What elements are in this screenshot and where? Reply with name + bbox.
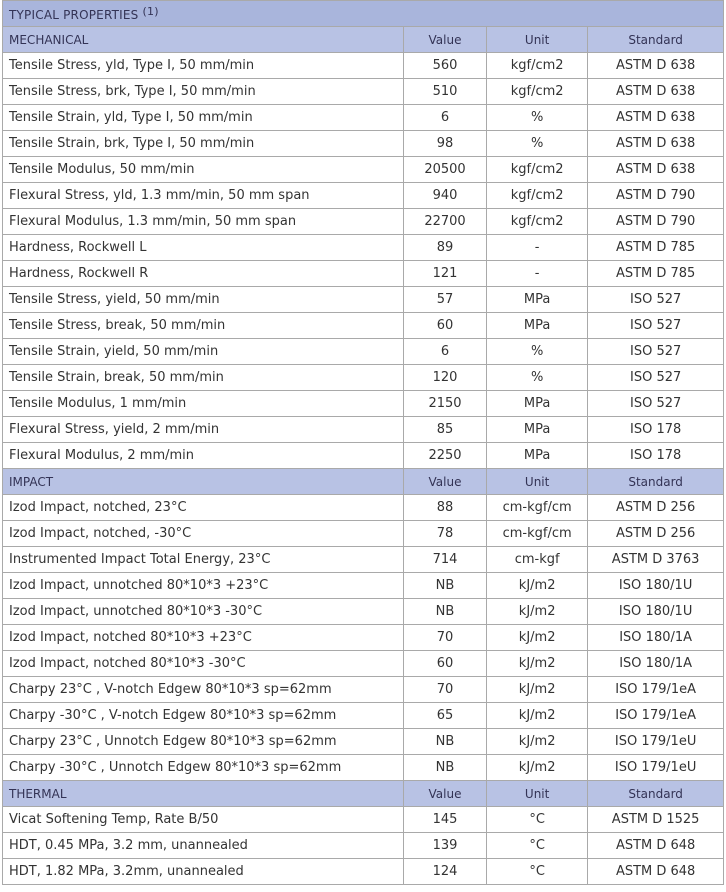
- unit-cell: %: [487, 339, 588, 365]
- value-cell: 22700: [403, 209, 486, 235]
- value-cell: 70: [403, 625, 486, 651]
- unit-cell: kJ/m2: [487, 573, 588, 599]
- value-cell: 145: [403, 807, 486, 833]
- table-row: [3, 365, 724, 391]
- table-row: [3, 859, 724, 885]
- unit-cell: kJ/m2: [487, 729, 588, 755]
- table-title-cell: [3, 1, 724, 27]
- properties-sheet: [2, 0, 724, 885]
- property-cell: Tensile Modulus, 50 mm/min: [3, 157, 404, 183]
- value-cell: 714: [403, 547, 486, 573]
- value-cell: 2150: [403, 391, 486, 417]
- standard-cell: ISO 179/1eU: [588, 729, 724, 755]
- column-header-unit: Unit: [487, 469, 588, 495]
- standard-cell: ASTM D 638: [588, 53, 724, 79]
- property-cell: Hardness, Rockwell R: [3, 261, 404, 287]
- column-header-standard: Standard: [588, 27, 724, 53]
- value-cell: NB: [403, 755, 486, 781]
- value-cell: 88: [403, 495, 486, 521]
- table-row: [3, 53, 724, 79]
- column-header-value: Value: [403, 469, 486, 495]
- property-cell: Izod Impact, notched 80*10*3 -30°C: [3, 651, 404, 677]
- property-cell: Flexural Stress, yield, 2 mm/min: [3, 417, 404, 443]
- unit-cell: °C: [487, 859, 588, 885]
- table-row: [3, 131, 724, 157]
- unit-cell: MPa: [487, 287, 588, 313]
- standard-cell: ASTM D 790: [588, 209, 724, 235]
- standard-cell: ISO 527: [588, 391, 724, 417]
- property-cell: Izod Impact, unnotched 80*10*3 +23°C: [3, 573, 404, 599]
- property-cell: Izod Impact, notched, 23°C: [3, 495, 404, 521]
- unit-cell: -: [487, 235, 588, 261]
- property-cell: Vicat Softening Temp, Rate B/50: [3, 807, 404, 833]
- property-cell: Izod Impact, notched 80*10*3 +23°C: [3, 625, 404, 651]
- table-row: [3, 547, 724, 573]
- property-cell: Tensile Stress, yld, Type I, 50 mm/min: [3, 53, 404, 79]
- table-row: [3, 833, 724, 859]
- property-cell: Izod Impact, notched, -30°C: [3, 521, 404, 547]
- unit-cell: kgf/cm2: [487, 209, 588, 235]
- table-row: [3, 261, 724, 287]
- value-cell: 65: [403, 703, 486, 729]
- property-cell: Charpy -30°C , Unnotch Edgew 80*10*3 sp=62mm: [3, 755, 404, 781]
- standard-cell: ISO 178: [588, 417, 724, 443]
- value-cell: 510: [403, 79, 486, 105]
- section-header-row: [3, 469, 724, 495]
- unit-cell: kJ/m2: [487, 651, 588, 677]
- table-row: [3, 79, 724, 105]
- unit-cell: kJ/m2: [487, 677, 588, 703]
- table-row: [3, 339, 724, 365]
- unit-cell: kJ/m2: [487, 599, 588, 625]
- property-cell: Charpy -30°C , V-notch Edgew 80*10*3 sp=62mm: [3, 703, 404, 729]
- property-cell: HDT, 0.45 MPa, 3.2 mm, unannealed: [3, 833, 404, 859]
- unit-cell: kgf/cm2: [487, 183, 588, 209]
- value-cell: 6: [403, 105, 486, 131]
- table-row: [3, 157, 724, 183]
- property-cell: Tensile Stress, yield, 50 mm/min: [3, 287, 404, 313]
- table-row: [3, 521, 724, 547]
- standard-cell: ASTM D 1525: [588, 807, 724, 833]
- section-title: MECHANICAL: [3, 27, 404, 53]
- table-row: [3, 235, 724, 261]
- property-cell: Flexural Stress, yld, 1.3 mm/min, 50 mm span: [3, 183, 404, 209]
- table-row: [3, 573, 724, 599]
- section-header-row: [3, 27, 724, 53]
- unit-cell: kJ/m2: [487, 703, 588, 729]
- value-cell: NB: [403, 729, 486, 755]
- value-cell: 560: [403, 53, 486, 79]
- table-row: [3, 651, 724, 677]
- section-title: IMPACT: [3, 469, 404, 495]
- standard-cell: ISO 527: [588, 287, 724, 313]
- property-cell: Tensile Strain, brk, Type I, 50 mm/min: [3, 131, 404, 157]
- standard-cell: ASTM D 256: [588, 495, 724, 521]
- standard-cell: ASTM D 638: [588, 105, 724, 131]
- table-title-row: [3, 1, 724, 27]
- standard-cell: ISO 180/1A: [588, 651, 724, 677]
- unit-cell: -: [487, 261, 588, 287]
- unit-cell: %: [487, 105, 588, 131]
- standard-cell: ISO 527: [588, 365, 724, 391]
- column-header-standard: Standard: [588, 781, 724, 807]
- column-header-unit: Unit: [487, 781, 588, 807]
- value-cell: 60: [403, 313, 486, 339]
- property-cell: Tensile Stress, break, 50 mm/min: [3, 313, 404, 339]
- standard-cell: ISO 180/1U: [588, 573, 724, 599]
- value-cell: 120: [403, 365, 486, 391]
- table-row: [3, 391, 724, 417]
- section-header-row: [3, 781, 724, 807]
- column-header-unit: Unit: [487, 27, 588, 53]
- property-cell: Tensile Strain, yld, Type I, 50 mm/min: [3, 105, 404, 131]
- value-cell: 124: [403, 859, 486, 885]
- value-cell: NB: [403, 599, 486, 625]
- unit-cell: cm-kgf/cm: [487, 521, 588, 547]
- property-cell: HDT, 1.82 MPa, 3.2mm, unannealed: [3, 859, 404, 885]
- property-cell: Flexural Modulus, 2 mm/min: [3, 443, 404, 469]
- property-cell: Izod Impact, unnotched 80*10*3 -30°C: [3, 599, 404, 625]
- standard-cell: ASTM D 256: [588, 521, 724, 547]
- value-cell: 139: [403, 833, 486, 859]
- standard-cell: ISO 179/1eU: [588, 755, 724, 781]
- value-cell: 70: [403, 677, 486, 703]
- standard-cell: ISO 179/1eA: [588, 677, 724, 703]
- unit-cell: cm-kgf: [487, 547, 588, 573]
- standard-cell: ISO 527: [588, 339, 724, 365]
- table-row: [3, 183, 724, 209]
- property-cell: Flexural Modulus, 1.3 mm/min, 50 mm span: [3, 209, 404, 235]
- standard-cell: ASTM D 3763: [588, 547, 724, 573]
- value-cell: 85: [403, 417, 486, 443]
- standard-cell: ASTM D 785: [588, 261, 724, 287]
- value-cell: 121: [403, 261, 486, 287]
- standard-cell: ISO 180/1A: [588, 625, 724, 651]
- table-row: [3, 209, 724, 235]
- unit-cell: kgf/cm2: [487, 53, 588, 79]
- value-cell: 98: [403, 131, 486, 157]
- property-cell: Charpy 23°C , V-notch Edgew 80*10*3 sp=62mm: [3, 677, 404, 703]
- property-cell: Instrumented Impact Total Energy, 23°C: [3, 547, 404, 573]
- standard-cell: ISO 527: [588, 313, 724, 339]
- standard-cell: ISO 178: [588, 443, 724, 469]
- table-row: [3, 755, 724, 781]
- unit-cell: MPa: [487, 313, 588, 339]
- standard-cell: ASTM D 648: [588, 859, 724, 885]
- table-row: [3, 417, 724, 443]
- unit-cell: %: [487, 131, 588, 157]
- table-row: [3, 495, 724, 521]
- standard-cell: ISO 180/1U: [588, 599, 724, 625]
- unit-cell: °C: [487, 807, 588, 833]
- table-row: [3, 625, 724, 651]
- value-cell: 20500: [403, 157, 486, 183]
- column-header-standard: Standard: [588, 469, 724, 495]
- standard-cell: ASTM D 638: [588, 157, 724, 183]
- section-title: THERMAL: [3, 781, 404, 807]
- property-cell: Tensile Strain, yield, 50 mm/min: [3, 339, 404, 365]
- unit-cell: cm-kgf/cm: [487, 495, 588, 521]
- table-row: [3, 677, 724, 703]
- column-header-value: Value: [403, 781, 486, 807]
- value-cell: 89: [403, 235, 486, 261]
- value-cell: 57: [403, 287, 486, 313]
- standard-cell: ASTM D 790: [588, 183, 724, 209]
- table-row: [3, 703, 724, 729]
- table-row: [3, 313, 724, 339]
- value-cell: 6: [403, 339, 486, 365]
- table-row: [3, 105, 724, 131]
- unit-cell: %: [487, 365, 588, 391]
- standard-cell: ASTM D 785: [588, 235, 724, 261]
- value-cell: 2250: [403, 443, 486, 469]
- value-cell: 78: [403, 521, 486, 547]
- table-body: [3, 1, 724, 885]
- standard-cell: ASTM D 638: [588, 79, 724, 105]
- unit-cell: kgf/cm2: [487, 157, 588, 183]
- table-title-footnote: (1): [142, 5, 159, 18]
- property-cell: Tensile Stress, brk, Type I, 50 mm/min: [3, 79, 404, 105]
- standard-cell: ISO 179/1eA: [588, 703, 724, 729]
- property-cell: Hardness, Rockwell L: [3, 235, 404, 261]
- unit-cell: MPa: [487, 417, 588, 443]
- unit-cell: kJ/m2: [487, 755, 588, 781]
- unit-cell: °C: [487, 833, 588, 859]
- column-header-value: Value: [403, 27, 486, 53]
- value-cell: NB: [403, 573, 486, 599]
- standard-cell: ASTM D 648: [588, 833, 724, 859]
- table-row: [3, 443, 724, 469]
- value-cell: 60: [403, 651, 486, 677]
- table-title: TYPICAL PROPERTIES: [9, 8, 139, 22]
- property-cell: Tensile Strain, break, 50 mm/min: [3, 365, 404, 391]
- typical-properties-table: [2, 0, 724, 885]
- table-row: [3, 729, 724, 755]
- table-row: [3, 599, 724, 625]
- table-row: [3, 807, 724, 833]
- property-cell: Charpy 23°C , Unnotch Edgew 80*10*3 sp=62mm: [3, 729, 404, 755]
- unit-cell: kJ/m2: [487, 625, 588, 651]
- unit-cell: kgf/cm2: [487, 79, 588, 105]
- unit-cell: MPa: [487, 443, 588, 469]
- unit-cell: MPa: [487, 391, 588, 417]
- table-row: [3, 287, 724, 313]
- property-cell: Tensile Modulus, 1 mm/min: [3, 391, 404, 417]
- value-cell: 940: [403, 183, 486, 209]
- standard-cell: ASTM D 638: [588, 131, 724, 157]
